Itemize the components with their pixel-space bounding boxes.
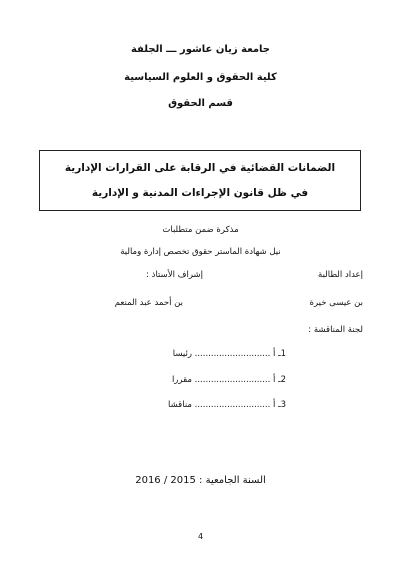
member-number: 3ـ أ (273, 400, 286, 410)
committee-member-3 (168, 400, 286, 410)
member-dots: ............................ (194, 349, 271, 359)
thesis-title-line-1: الضمانات القضائية في الرقابة على القرارات الإدارية (64, 162, 336, 174)
university-name: جامعة زيان عاشور ـــ الجلفة (130, 44, 271, 55)
committee-label: لجنة المناقشة : (308, 325, 363, 335)
member-dots: ............................ (194, 375, 271, 385)
member-role: مناقشا (168, 400, 192, 410)
degree-statement: نيل شهادة الماستر حقوق تخصص إدارة ومالية (120, 247, 281, 257)
committee-member-1 (173, 349, 286, 359)
member-number: 2ـ أ (273, 375, 286, 385)
supervisor-label: إشراف الأستاذ : (146, 270, 203, 280)
member-number: 1ـ أ (273, 349, 286, 359)
memo-statement: مذكرة ضمن متطلبات (162, 225, 239, 235)
student-label: إعداد الطالبة (318, 270, 363, 280)
committee-member-2 (172, 375, 286, 385)
thesis-title-box (39, 150, 361, 211)
member-dots: ............................ (194, 400, 271, 410)
academic-year: السنة الجامعية : 2015 / 2016 (135, 475, 266, 486)
page-number: 4 (197, 532, 204, 541)
department-name: قسم الحقوق (168, 98, 233, 109)
member-role: مقررا (171, 375, 192, 385)
supervisor-name: بن أحمد عبد المنعم (114, 298, 183, 308)
member-role: رئيسا (172, 349, 192, 359)
faculty-name: كلية الحقوق و العلوم السياسية (124, 72, 277, 83)
student-name: بن عيسى خيرة (309, 298, 363, 308)
thesis-title-line-2: في ظل قانون الإجراءات المدنية و الإدارية (91, 187, 309, 199)
